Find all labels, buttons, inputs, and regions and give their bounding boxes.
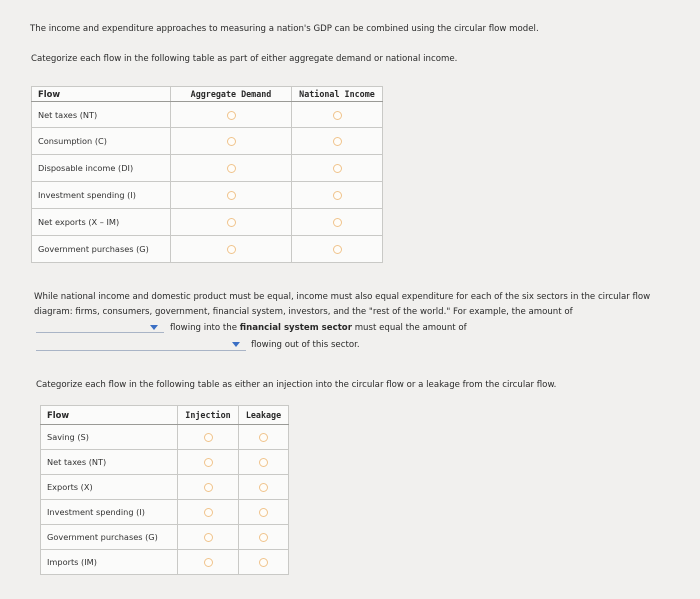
table-row [41,475,289,500]
national-income-radio[interactable] [333,218,342,227]
column-header-aggregate-demand: Aggregate Demand [171,87,292,102]
flow-label: Disposable income (DI) [32,155,171,182]
flow-label: Net taxes (NT) [41,450,178,475]
national-income-radio[interactable] [333,164,342,173]
aggregate-demand-radio[interactable] [227,245,236,254]
flow-label: Investment spending (I) [32,182,171,209]
flow-label: Net taxes (NT) [32,102,171,128]
injection-radio[interactable] [204,558,213,567]
table-row [41,450,289,475]
column-header-leakage: Leakage [239,406,289,425]
table-header-row [41,406,289,425]
table-row [32,128,383,155]
table-row [41,500,289,525]
flow-label: Government purchases (G) [41,525,178,550]
table-header-row [32,87,383,102]
aggregate-demand-radio[interactable] [227,111,236,120]
flow-label: Investment spending (I) [41,500,178,525]
table-row [41,550,289,575]
table-row [32,209,383,236]
injection-radio[interactable] [204,533,213,542]
flow-label: Consumption (C) [32,128,171,155]
first-flow-dropdown[interactable] [36,332,164,333]
national-income-radio[interactable] [333,245,342,254]
chevron-down-icon[interactable] [232,342,240,347]
national-income-radio[interactable] [333,137,342,146]
leakage-radio[interactable] [259,458,268,467]
flow-label: Exports (X) [41,475,178,500]
aggregate-demand-radio[interactable] [227,191,236,200]
injection-radio[interactable] [204,458,213,467]
table-row [32,182,383,209]
table-row [41,425,289,450]
table-row [41,525,289,550]
national-income-radio[interactable] [333,191,342,200]
aggregate-demand-radio[interactable] [227,137,236,146]
aggregate-demand-table [31,86,383,263]
leakage-radio[interactable] [259,483,268,492]
intro-line-2: Categorize each flow in the following table as part of either aggregate demand or national income. [31,54,458,64]
para3: Categorize each flow in the following table as either an injection into the circular flow or a leakage from the circular flow. [36,380,557,390]
second-flow-dropdown[interactable] [36,350,246,351]
column-header-injection: Injection [178,406,239,425]
leakage-radio[interactable] [259,433,268,442]
para2-line-3: flowing into the financial system sector must equal the amount of [170,323,467,333]
leakage-radio[interactable] [259,533,268,542]
flow-label: Net exports (X – IM) [32,209,171,236]
para2-line-2: diagram: firms, consumers, government, financial system, investors, and the "rest of the world." For example, the amount of [34,307,573,317]
column-header-flow: Flow [32,87,171,102]
flow-label: Saving (S) [41,425,178,450]
column-header-flow: Flow [41,406,178,425]
leakage-radio[interactable] [259,508,268,517]
aggregate-demand-radio[interactable] [227,164,236,173]
aggregate-demand-radio[interactable] [227,218,236,227]
injection-leakage-table [40,405,289,575]
injection-radio[interactable] [204,483,213,492]
leakage-radio[interactable] [259,558,268,567]
para2-line-1: While national income and domestic product must be equal, income must also equal expenditure for each of the six sectors in the circular flow [34,292,651,302]
table-row [32,155,383,182]
national-income-radio[interactable] [333,111,342,120]
intro-line-1: The income and expenditure approaches to measuring a nation's GDP can be combined using the circular flow model. [30,24,539,34]
injection-radio[interactable] [204,433,213,442]
table-row [32,236,383,263]
table-row [32,102,383,128]
flow-label: Imports (IM) [41,550,178,575]
column-header-national-income: National Income [292,87,383,102]
chevron-down-icon[interactable] [150,325,158,330]
flow-label: Government purchases (G) [32,236,171,263]
para2-line-4: flowing out of this sector. [251,340,360,350]
injection-radio[interactable] [204,508,213,517]
